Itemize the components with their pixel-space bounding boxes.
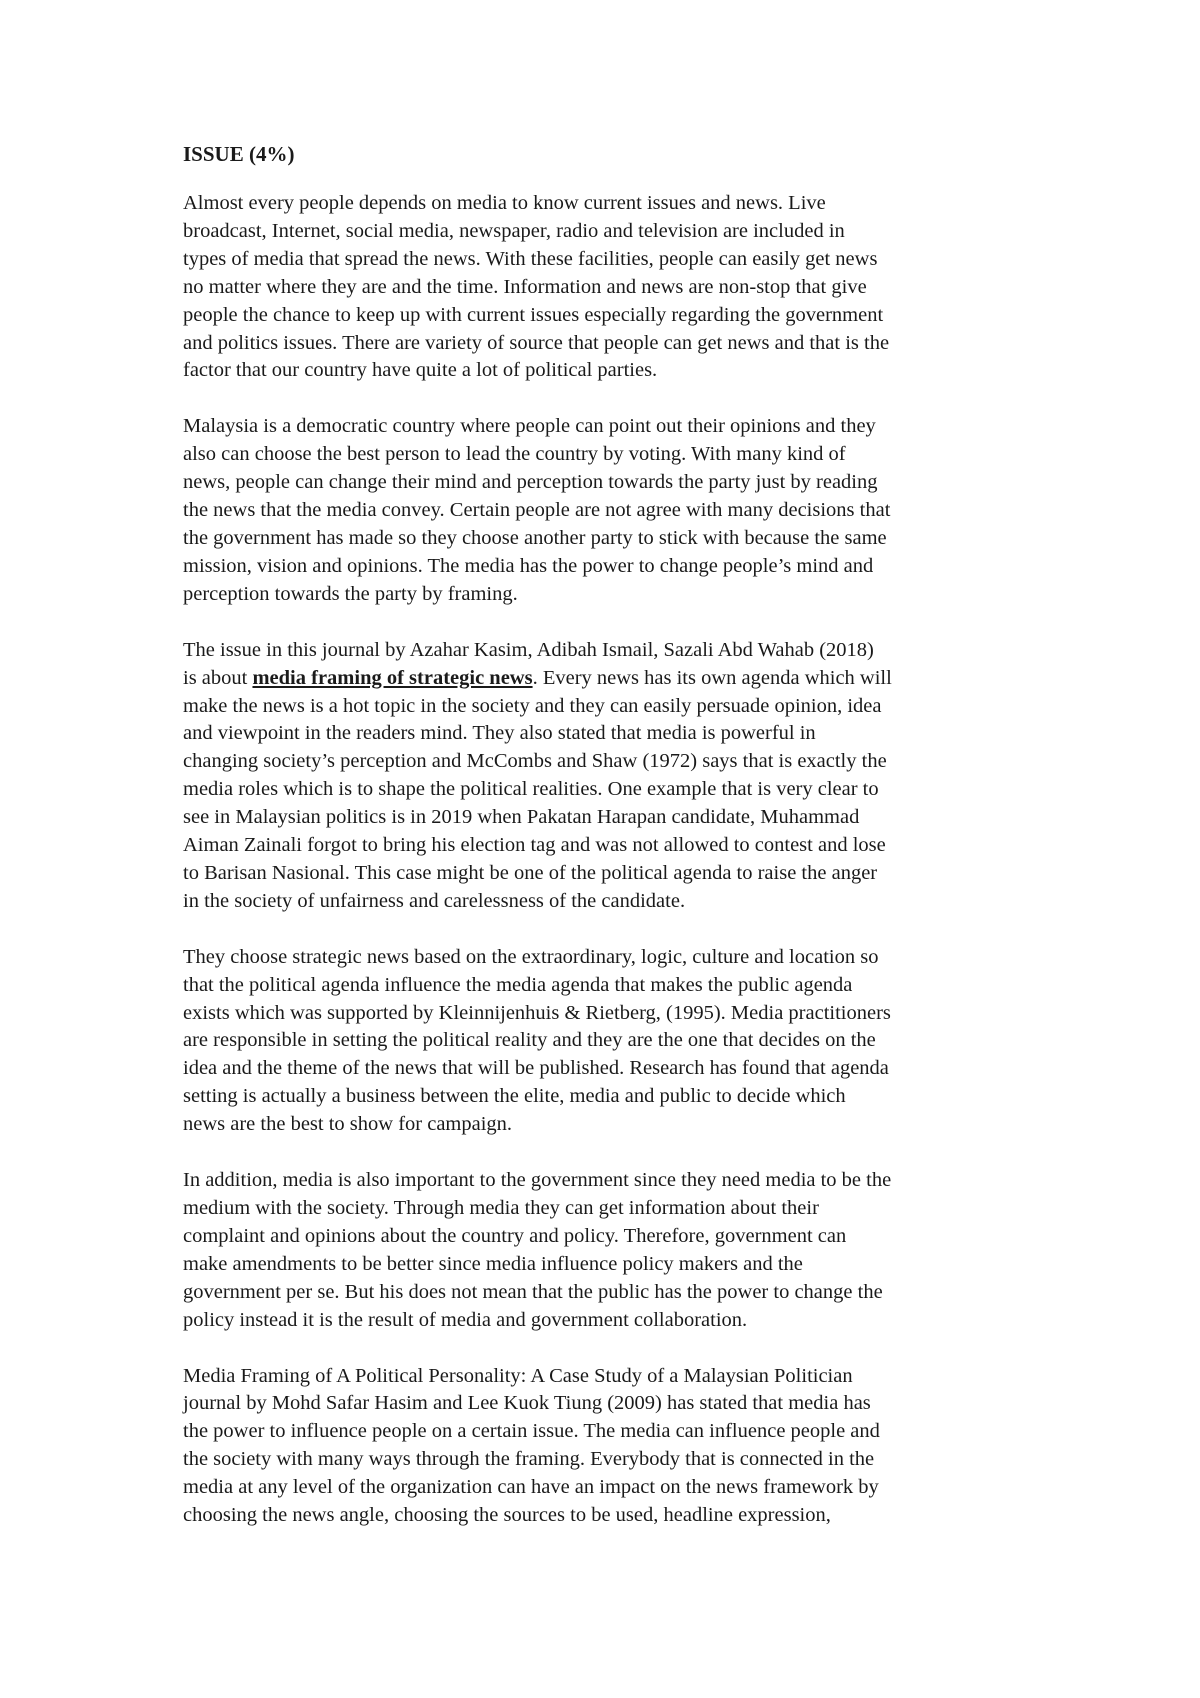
text-line: They choose strategic news based on the extraordinary, logic, culture and location so	[183, 945, 879, 968]
paragraph-journal-issue	[183, 637, 1043, 916]
text-line: broadcast, Internet, social media, newspaper, radio and television are included in	[183, 219, 845, 242]
text-line: idea and the theme of the news that will be published. Research has found that agenda	[183, 1057, 889, 1080]
paragraph-government-media	[183, 1167, 1043, 1334]
text-line: perception towards the party by framing.	[183, 582, 518, 605]
text-line: In addition, media is also important to the government since they need media to be the	[183, 1169, 892, 1192]
text-line: exists which was supported by Kleinnijenhuis & Rietberg, (1995). Media practitioners	[183, 1001, 891, 1024]
text-line: Aiman Zainali forgot to bring his election tag and was not allowed to contest and lose	[183, 834, 886, 857]
text-line: and politics issues. There are variety of source that people can get news and that is the	[183, 331, 890, 354]
text-line: media roles which is to shape the political realities. One example that is very clear to	[183, 778, 879, 801]
text-line: medium with the society. Through media they can get information about their	[183, 1197, 819, 1219]
paragraph-media-news	[183, 190, 1043, 385]
text-line: make the news is a hot topic in the society and they can easily persuade opinion, idea	[183, 694, 882, 717]
text-line: journal by Mohd Safar Hasim and Lee Kuok Tiung (2009) has stated that media has	[183, 1392, 871, 1415]
text-line: in the society of unfairness and carelessness of the candidate.	[183, 889, 686, 912]
text-line: to Barisan Nasional. This case might be one of the political agenda to raise the anger	[183, 861, 878, 884]
section-heading: ISSUE (4%)	[183, 142, 295, 166]
text-line: media at any level of the organization can have an impact on the news framework by	[183, 1476, 879, 1499]
emphasized-term: media framing of strategic news	[252, 666, 533, 689]
text-line: government per se. But his does not mean that the public has the power to change the	[183, 1280, 883, 1303]
text-line: types of media that spread the news. With these facilities, people can easily get news	[183, 247, 878, 270]
document-page	[183, 140, 1043, 1558]
text-line: Almost every people depends on media to know current issues and news. Live	[183, 192, 826, 214]
text-line: mission, vision and opinions. The media has the power to change people’s mind and	[183, 554, 874, 577]
text-line: policy instead it is the result of media and government collaboration.	[183, 1308, 748, 1331]
text-line: news, people can change their mind and perception towards the party just by reading	[183, 471, 878, 494]
text-line: setting is actually a business between the elite, media and public to decide which	[183, 1085, 846, 1108]
text-line: the power to influence people on a certain issue. The media can influence people and	[183, 1420, 880, 1443]
text-line: changing society’s perception and McCombs and Shaw (1972) says that is exactly the	[183, 750, 887, 773]
text-line: that the political agenda influence the media agenda that makes the public agenda	[183, 973, 853, 996]
text-line: see in Malaysian politics is in 2019 when Pakatan Harapan candidate, Muhammad	[183, 806, 860, 829]
text-line: Media Framing of A Political Personality: A Case Study of a Malaysian Politician	[183, 1364, 853, 1387]
text-fragment: . Every news has its own agenda which will	[532, 666, 892, 689]
text-line: the society with many ways through the framing. Everybody that is connected in the	[183, 1448, 875, 1471]
text-line: news are the best to show for campaign.	[183, 1113, 513, 1136]
text-line: people the chance to keep up with current issues especially regarding the government	[183, 303, 884, 326]
text-line: make amendments to be better since media influence policy makers and the	[183, 1252, 803, 1275]
paragraph-media-framing-study	[183, 1363, 1043, 1530]
text-line: and viewpoint in the readers mind. They also stated that media is powerful in	[183, 722, 816, 745]
text-line: Malaysia is a democratic country where people can point out their opinions and they	[183, 415, 876, 438]
text-fragment: is about	[183, 666, 253, 689]
text-line: are responsible in setting the political reality and they are the one that decides on the	[183, 1029, 876, 1052]
text-line: The issue in this journal by Azahar Kasim, Adibah Ismail, Sazali Abd Wahab (2018)	[183, 638, 874, 661]
text-line: factor that our country have quite a lot of political parties.	[183, 359, 658, 382]
text-line: complaint and opinions about the country and policy. Therefore, government can	[183, 1224, 847, 1247]
text-line: the government has made so they choose another party to stick with because the same	[183, 526, 887, 549]
text-line: the news that the media convey. Certain people are not agree with many decisions that	[183, 499, 891, 522]
text-line: also can choose the best person to lead the country by voting. With many kind of	[183, 443, 846, 466]
paragraph-strategic-news	[183, 944, 1043, 1139]
paragraph-malaysia-democracy	[183, 413, 1043, 608]
text-line: choosing the news angle, choosing the sources to be used, headline expression,	[183, 1504, 831, 1527]
text-line: no matter where they are and the time. Information and news are non-stop that give	[183, 275, 867, 298]
text-line	[183, 665, 1043, 693]
